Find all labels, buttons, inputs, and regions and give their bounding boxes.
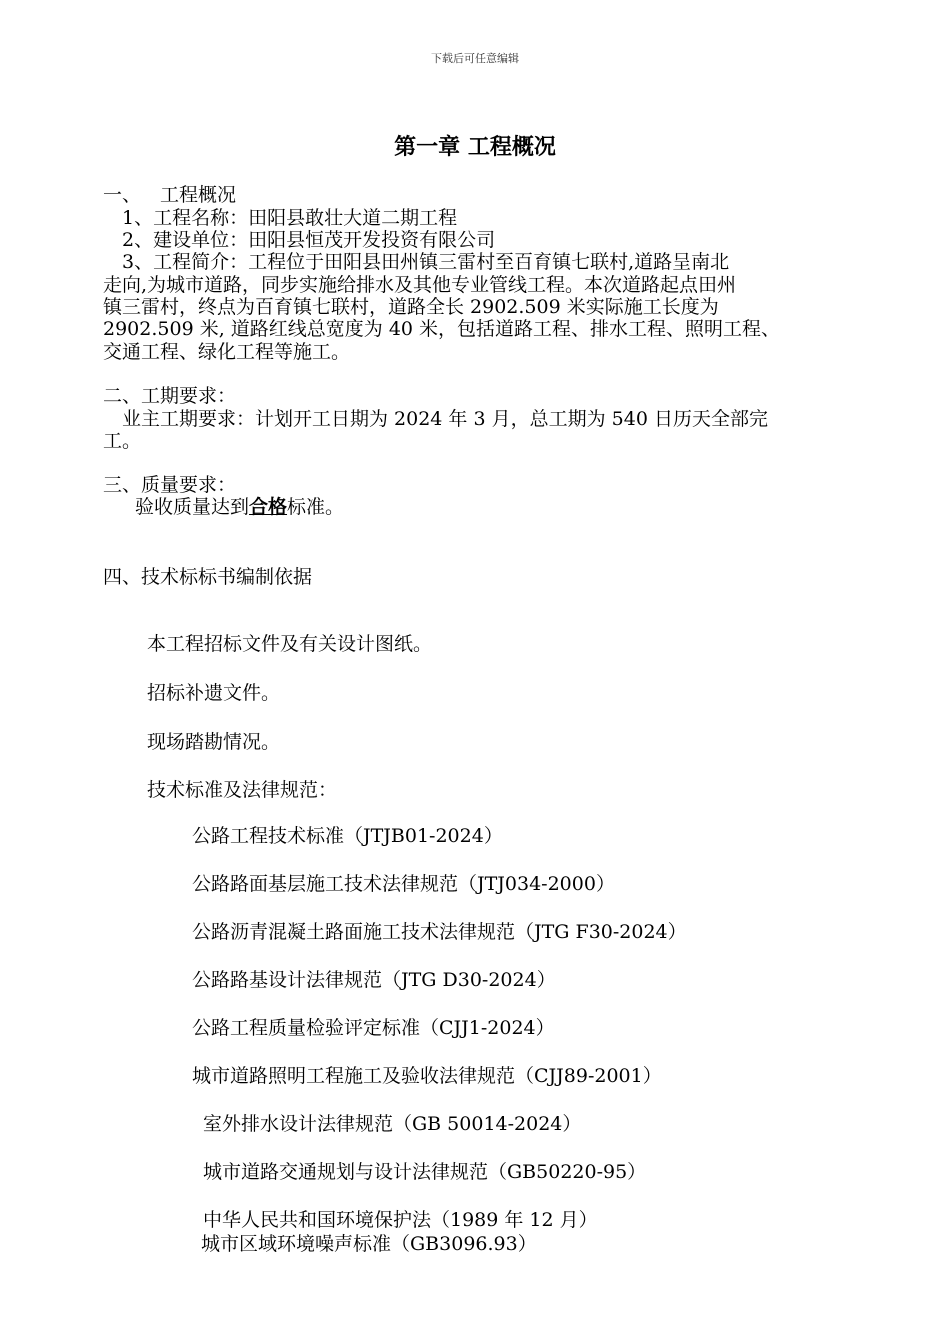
basis-item: 现场踏勘情况。 [147,731,281,753]
project-intro-line: 走向,为城市道路，同步实施给排水及其他专业管线工程。本次道路起点田州 [103,274,737,296]
section3-heading: 三、质量要求： [103,474,237,496]
project-intro-line: 2902.509 米, 道路红线总宽度为 40 米，包括道路工程、排水工程、照明工程、 [103,318,781,340]
standard-item: 城市道路交通规划与设计法律规范（GB50220-95） [203,1161,647,1183]
standard-item: 中华人民共和国环境保护法（1989 年 12 月） [203,1209,598,1231]
quality-requirement [135,496,344,518]
schedule-line: 业主工期要求：计划开工日期为 2024 年 3 月，总工期为 540 日历天全部完 [122,408,768,430]
chapter-title: 第一章 工程概况 [394,134,556,160]
standard-item: 公路路面基层施工技术法律规范（JTJ034-2000） [192,873,615,895]
construction-unit: 2、建设单位：田阳县恒茂开发投资有限公司 [122,229,496,251]
section1-heading-number: 一、 [103,184,142,206]
project-intro-line: 3、工程简介：工程位于田阳县田州镇三雷村至百育镇七联村,道路呈南北 [122,251,730,273]
schedule-line: 工。 [103,430,142,452]
quality-level: 合格 [249,496,288,518]
page-header: 下载后可任意编辑 [431,52,519,65]
standard-item: 公路沥青混凝土路面施工技术法律规范（JTG F30-2024） [192,921,687,943]
basis-item: 技术标准及法律规范： [147,779,338,801]
quality-text-before: 验收质量达到 [135,496,250,518]
section1-heading: 工程概况 [160,184,237,206]
section2-heading: 二、工期要求： [103,385,237,407]
project-intro-line: 交通工程、绿化工程等施工。 [103,341,351,363]
project-intro-line: 镇三雷村，终点为百育镇七联村，道路全长 2902.509 米实际施工长度为 [103,296,719,318]
project-name: 1、工程名称：田阳县敢壮大道二期工程 [122,207,458,229]
quality-text-after: 标准。 [287,496,345,518]
standard-item: 室外排水设计法律规范（GB 50014-2024） [203,1113,582,1135]
basis-item: 本工程招标文件及有关设计图纸。 [147,633,433,655]
standard-item: 城市区域环境噪声标准（GB3096.93） [201,1233,537,1255]
section4-heading: 四、技术标标书编制依据 [103,566,313,588]
standard-item: 公路工程质量检验评定标准（CJJ1-2024） [192,1017,555,1039]
basis-item: 招标补遗文件。 [147,682,281,704]
standard-item: 公路工程技术标准（JTJB01-2024） [192,825,503,847]
standard-item: 城市道路照明工程施工及验收法律规范（CJJ89-2001） [192,1065,662,1087]
standard-item: 公路路基设计法律规范（JTG D30-2024） [192,969,556,991]
